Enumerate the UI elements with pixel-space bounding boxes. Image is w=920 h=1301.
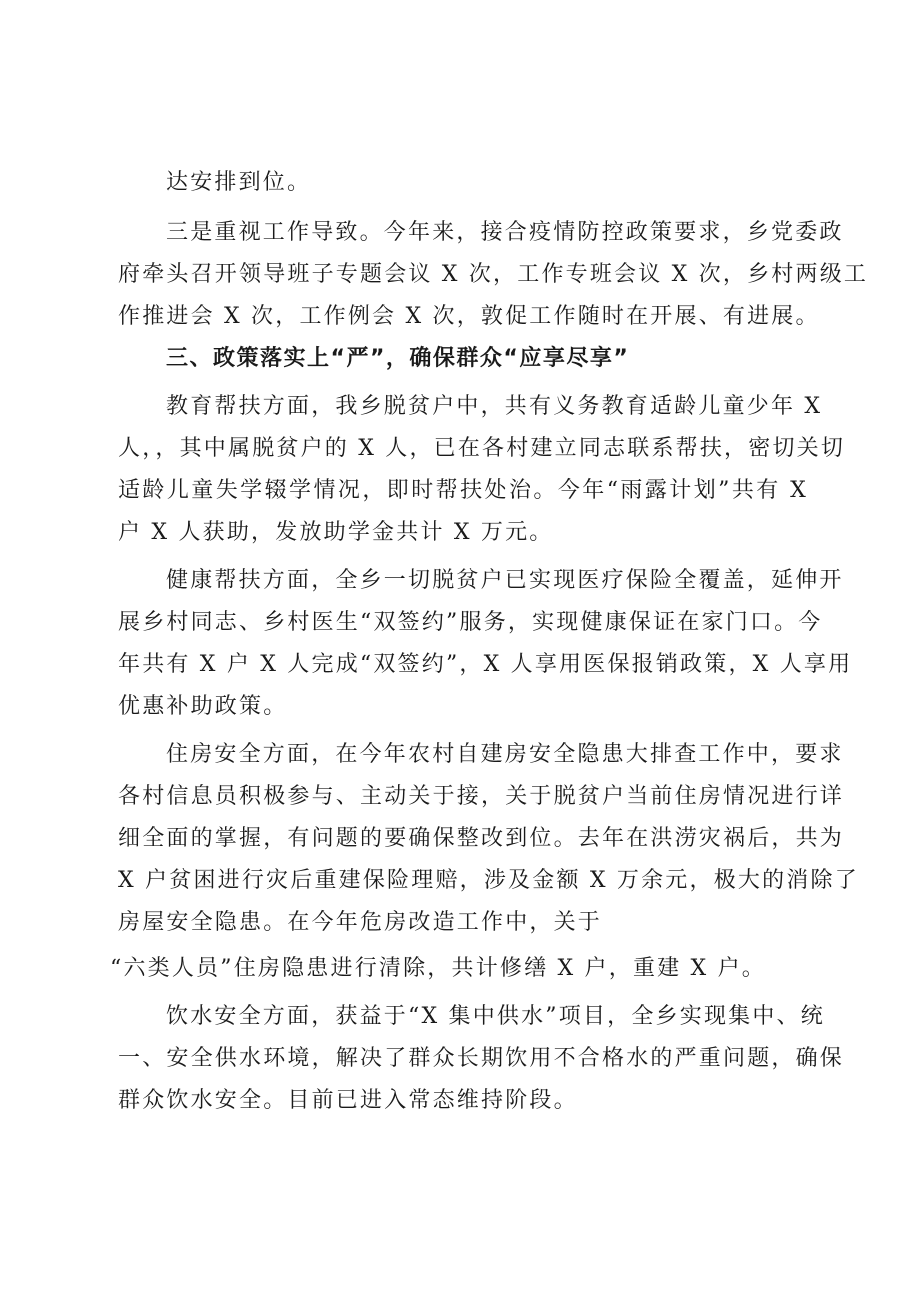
text-line: 年共有 X 户 X 人完成“双签约”，X 人享用医保报销政策，X 人享用: [118, 652, 853, 677]
text-line: 群众饮水安全。目前已进入常态维持阶段。: [118, 1088, 578, 1113]
text-line: 房屋安全隐患。在今年危房改造工作中，关于: [118, 910, 603, 935]
section-heading: 三、政策落实上“严”，确保群众“应享尽享”: [166, 346, 630, 371]
text-line: 饮水安全方面，获益于“X 集中供水”项目，全乡实现集中、统: [166, 1004, 825, 1029]
text-line: 户 X 人获助，发放助学金共计 X 万元。: [118, 520, 554, 545]
text-line: 作推进会 X 次，工作例会 X 次，敦促工作随时在开展、有进展。: [118, 304, 820, 329]
text-line: 优惠补助政策。: [118, 694, 288, 719]
text-line: 住房安全方面，在今年农村自建房安全隐患大排查工作中，要求: [166, 742, 844, 767]
text-line: 府牵头召开领导班子专题会议 X 次，工作专班会议 X 次，乡村两级工: [118, 262, 869, 287]
text-line: 各村信息员积极参与、主动关于接，关于脱贫户当前住房情况进行详: [118, 784, 845, 809]
text-line: 适龄儿童失学辍学情况，即时帮扶处治。今年“雨露计划”共有 X: [118, 478, 808, 503]
text-line: 健康帮扶方面，全乡一切脱贫户已实现医疗保险全覆盖，延伸开: [166, 568, 844, 593]
text-line: 细全面的掌握，有问题的要确保整改到位。去年在洪涝灾祸后，共为: [118, 826, 845, 851]
text-line: 展乡村同志、乡村医生“双签约”服务，实现健康保证在家门口。今: [118, 610, 823, 635]
text-line: 人，，其中属脱贫户的 X 人，已在各村建立同志联系帮扶，密切关切: [118, 436, 846, 461]
text-line: 教育帮扶方面，我乡脱贫户中，共有义务教育适龄儿童少年 X: [166, 394, 823, 419]
text-line: “六类人员”住房隐患进行清除，共计修缮 X 户，重建 X 户。: [110, 956, 766, 981]
text-line: 一、安全供水环境，解决了群众长期饮用不合格水的严重问题，确保: [118, 1046, 845, 1071]
text-line: 达安排到位。: [166, 170, 312, 195]
text-line: 三是重视工作导致。今年来，接合疫情防控政策要求，乡党委政: [166, 220, 844, 245]
text-line: X 户贫困进行灾后重建保险理赔，涉及金额 X 万余元，极大的消除了: [118, 868, 859, 893]
